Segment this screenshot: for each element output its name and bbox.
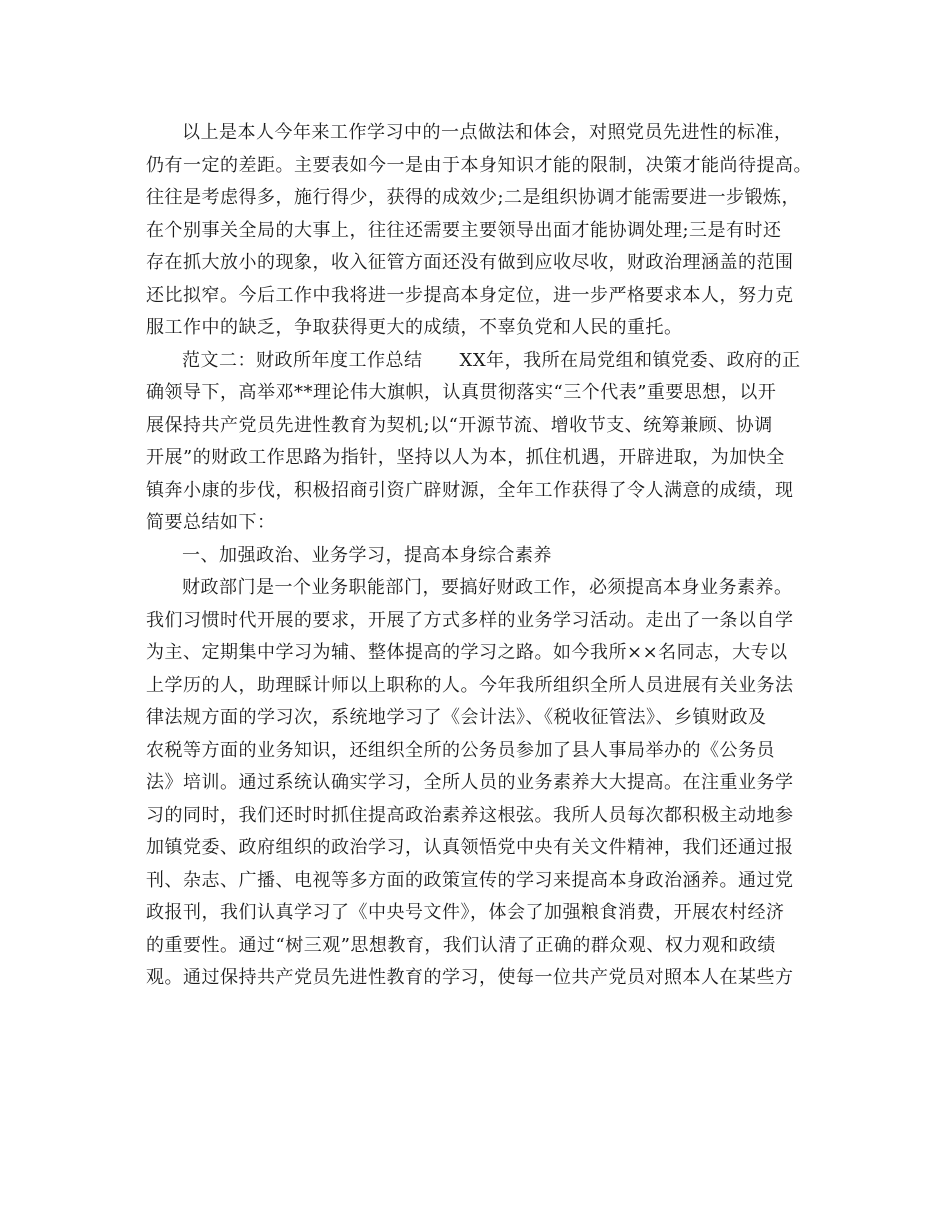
paragraph-line: 观。通过保持共产党员先进性教育的学习，使每一位共产党员对照本人在某些方: [146, 967, 794, 988]
paragraph-line: 的重要性。通过“树三观”思想教育，我们认清了正确的群众观、权力观和政绩: [146, 934, 776, 956]
paragraph-line: 加镇党委、政府组织的政治学习，认真领悟党中央有关文件精神，我们还通过报: [146, 837, 794, 858]
paragraph-line: 开展”的财政工作思路为指针，坚持以人为本，抓住机遇，开辟进取，为加快全: [146, 447, 785, 468]
paragraph-line: 农税等方面的业务知识，还组织全所的公务员参加了县人事局举办的《公务员: [146, 739, 775, 761]
paragraph-line: 简要总结如下：: [146, 512, 276, 533]
paragraph-line: 刊、杂志、广播、电视等多方面的政策宣传的学习来提高本身政治涵养。通过党: [146, 869, 794, 891]
paragraph-line: 往往是考虑得多，施行得少，获得的成效少;二是组织协调才能需要进一步锻炼，: [146, 187, 801, 208]
paragraph-line: 确领导下，高举邓**理论伟大旗帜，认真贯彻落实“三个代表”重要思想，以开: [146, 382, 777, 403]
paragraph-line: 存在抓大放小的现象，收入征管方面还没有做到应收尽收，财政治理涵盖的范围: [146, 252, 794, 273]
paragraph-line: 政报刊，我们认真学习了《中央号文件》，体会了加强粮食消费，开展农村经济: [146, 902, 785, 923]
paragraph-line: 镇奔小康的步伐，积极招商引资广辟财源，全年工作获得了令人满意的成绩，现: [146, 479, 794, 501]
paragraph-line: 展保持共产党员先进性教育为契机;以“开源节流、增收节支、统筹兼顾、协调: [146, 414, 773, 436]
paragraph-line: 仍有一定的差距。主要表如今一是由于本身知识才能的限制，决策才能尚待提高。: [146, 154, 812, 176]
subheading-line: 一、加强政治、业务学习，提高本身综合素养: [182, 544, 552, 566]
paragraph-line: 律法规方面的学习次，系统地学习了《会计法》、《税收征管法》、乡镇财政及: [146, 707, 767, 728]
paragraph-line: 为主、定期集中学习为辅、整体提高的学习之路。如今我所××名同志，大专以: [146, 642, 788, 663]
paragraph-line: 还比拟窄。今后工作中我将进一步提高本身定位，进一步严格要求本人，努力克: [146, 284, 794, 306]
paragraph-line: 上学历的人，助理睬计师以上职称的人。今年我所组织全所人员进展有关业务法: [146, 674, 794, 696]
paragraph-line: 财政部门是一个业务职能部门，要搞好财政工作，必须提高本身业务素养。: [182, 577, 793, 598]
document-body: [146, 117, 846, 995]
paragraph-line: 服工作中的缺乏，争取获得更大的成绩，不辜负党和人民的重托。: [146, 317, 683, 338]
paragraph-line: 我们习惯时代开展的要求，开展了方式多样的业务学习活动。走出了一条以自学: [146, 609, 794, 631]
paragraph-line: 在个别事关全局的大事上，往往还需要主要领导出面才能协调处理;三是有时还: [146, 219, 782, 241]
paragraph-line: 习的同时，我们还时时抓住提高政治素养这根弦。我所人员每次都积极主动地参: [146, 804, 794, 826]
paragraph-line: 法》培训。通过系统认确实学习，全所人员的业务素养大大提高。在注重业务学: [146, 772, 794, 793]
section-heading-line: 范文二：财政所年度工作总结 XX年，我所在局党组和镇党委、政府的正: [182, 349, 801, 371]
paragraph-line: 以上是本人今年来工作学习中的一点做法和体会，对照党员先进性的标准，: [182, 122, 793, 143]
